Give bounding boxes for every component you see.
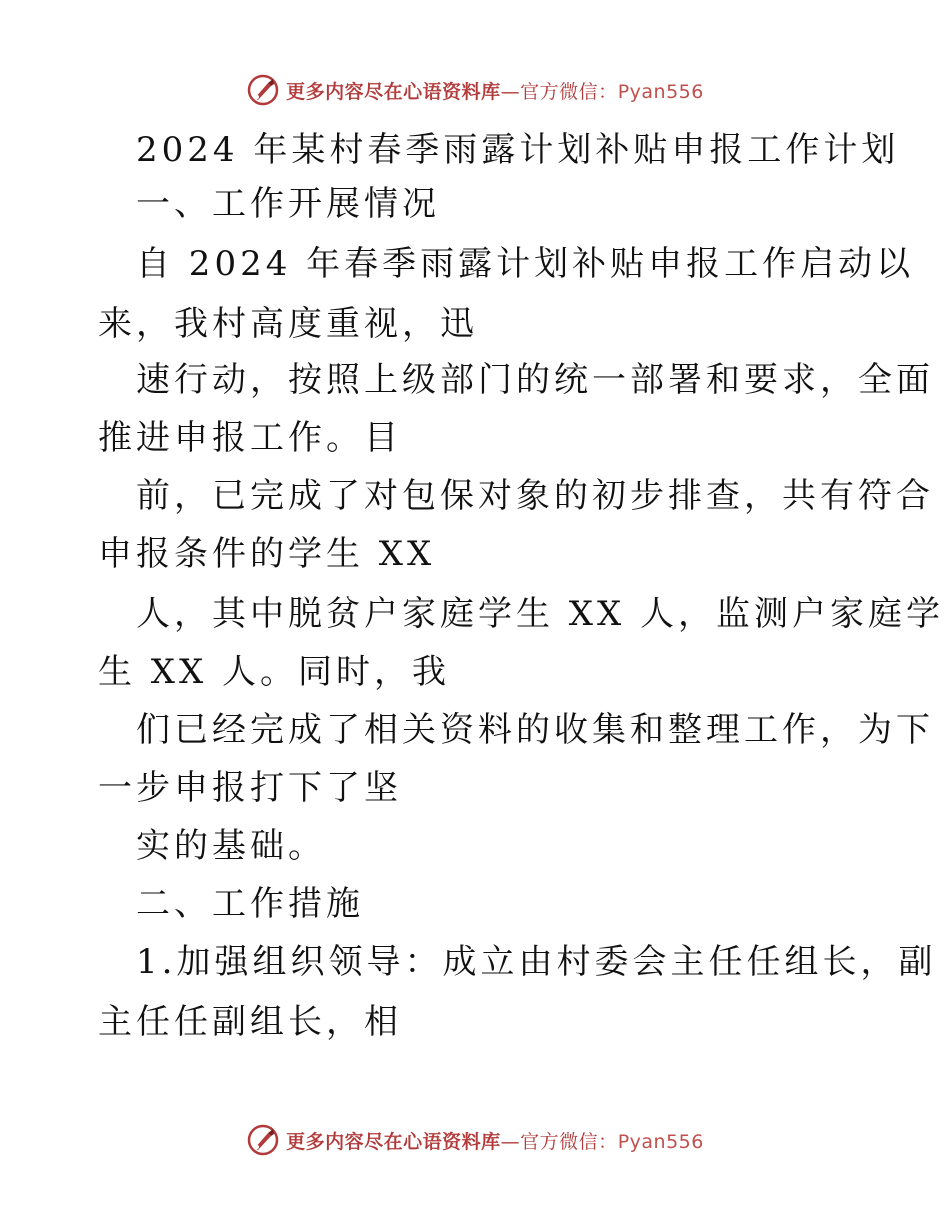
quill-pen-logo-icon <box>246 1123 280 1157</box>
document-title: 2024 年某村春季雨露计划补贴申报工作计划 <box>136 130 900 170</box>
paragraph-line: 申报条件的学生 XX <box>98 534 436 574</box>
paragraph-line: 生 XX 人。同时，我 <box>98 652 451 692</box>
paragraph-line: 主任任副组长，相 <box>98 1002 402 1042</box>
watermark-site-text: 更多内容尽在心语资料库 <box>286 80 501 103</box>
header-watermark <box>0 70 950 110</box>
paragraph-line: 推进申报工作。目 <box>98 418 402 458</box>
paragraph-line: 人，其中脱贫户家庭学生 XX 人，监测户家庭学 <box>136 594 945 634</box>
footer-watermark <box>0 1120 950 1160</box>
watermark-site-text: 更多内容尽在心语资料库 <box>286 1130 501 1153</box>
watermark-wechat-id: Pyan556 <box>617 1130 704 1153</box>
watermark-wechat-label: 官方微信： <box>520 80 618 103</box>
paragraph-line: 1.加强组织领导：成立由村委会主任任组长，副 <box>136 942 937 982</box>
watermark-dash: — <box>500 1130 521 1153</box>
watermark-dash: — <box>500 80 521 103</box>
quill-pen-logo-icon <box>246 73 280 107</box>
section-heading-2: 二、工作措施 <box>136 884 364 924</box>
paragraph-line: 速行动，按照上级部门的统一部署和要求，全面 <box>136 360 934 400</box>
watermark-wechat-id: Pyan556 <box>617 80 704 103</box>
paragraph-line: 一步申报打下了坚 <box>98 768 402 808</box>
watermark-wechat-label: 官方微信： <box>520 1130 618 1153</box>
paragraph-line: 们已经完成了相关资料的收集和整理工作，为下 <box>136 710 934 750</box>
paragraph-line: 前，已完成了对包保对象的初步排查，共有符合 <box>136 476 934 516</box>
paragraph-line: 来，我村高度重视，迅 <box>98 304 478 344</box>
paragraph-line: 实的基础。 <box>136 826 326 866</box>
paragraph-line: 自 2024 年春季雨露计划补贴申报工作启动以 <box>136 244 915 284</box>
section-heading-1: 一、工作开展情况 <box>136 184 440 224</box>
